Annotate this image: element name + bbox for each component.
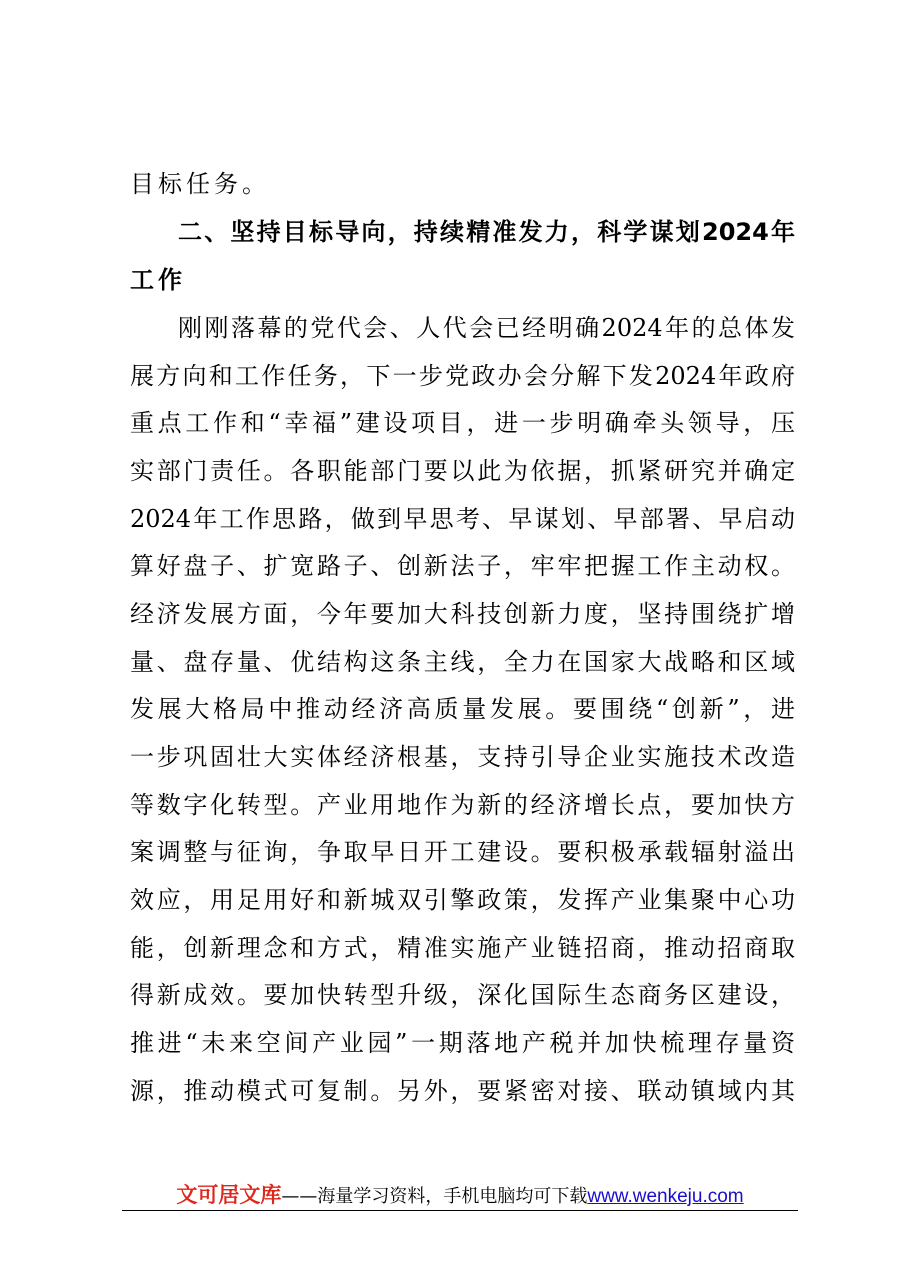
paragraph-line: 刚刚落幕的党代会、人代会已经明确2024年的总体发	[178, 314, 795, 342]
paragraph-line: 目标任务。	[130, 170, 270, 198]
paragraph-line: 源，推动模式可复制。另外，要紧密对接、联动镇域内其	[130, 1077, 795, 1105]
paragraph-line: 得新成效。要加快转型升级，深化国际生态商务区建设，	[130, 981, 795, 1009]
paragraph-line: 能，创新理念和方式，精准实施产业链招商，推动招商取	[130, 934, 795, 962]
section-heading: 二、坚持目标导向，持续精准发力，科学谋划2024年	[178, 218, 795, 246]
paragraph-line: 发展大格局中推动经济高质量发展。要围绕“创新”，进	[130, 695, 795, 723]
paragraph-line: 算好盘子、扩宽路子、创新法子，牢牢把握工作主动权。	[130, 552, 795, 580]
footer-slogan: ——海量学习资料，手机电脑均可下载	[281, 1186, 588, 1207]
paragraph-line: 效应，用足用好和新城双引擎政策，发挥产业集聚中心功	[130, 886, 795, 914]
paragraph-line: 量、盘存量、优结构这条主线，全力在国家大战略和区域	[130, 648, 795, 676]
paragraph-line: 一步巩固壮大实体经济根基，支持引导企业实施技术改造	[130, 743, 795, 771]
paragraph-line: 案调整与征询，争取早日开工建设。要积极承载辐射溢出	[130, 838, 795, 866]
paragraph-line: 重点工作和“幸福”建设项目，进一步明确牵头领导，压	[130, 409, 795, 437]
paragraph-line: 2024年工作思路，做到早思考、早谋划、早部署、早启动	[130, 505, 795, 533]
footer-brand: 文可居文库	[176, 1183, 282, 1207]
footer-divider	[122, 1210, 798, 1211]
paragraph-line: 经济发展方面，今年要加大科技创新力度，坚持围绕扩增	[130, 600, 795, 628]
paragraph-line: 展方向和工作任务，下一步党政办会分解下发2024年政府	[130, 362, 795, 390]
page-footer	[122, 1178, 798, 1212]
footer-link[interactable]: www.wenkeju.com	[587, 1186, 744, 1207]
paragraph-line: 等数字化转型。产业用地作为新的经济增长点，要加快方	[130, 791, 795, 819]
paragraph-line: 实部门责任。各职能部门要以此为依据，抓紧研究并确定	[130, 457, 795, 485]
paragraph-line: 推进“未来空间产业园”一期落地产税并加快梳理存量资	[130, 1029, 795, 1057]
section-heading-continued: 工作	[130, 266, 186, 294]
